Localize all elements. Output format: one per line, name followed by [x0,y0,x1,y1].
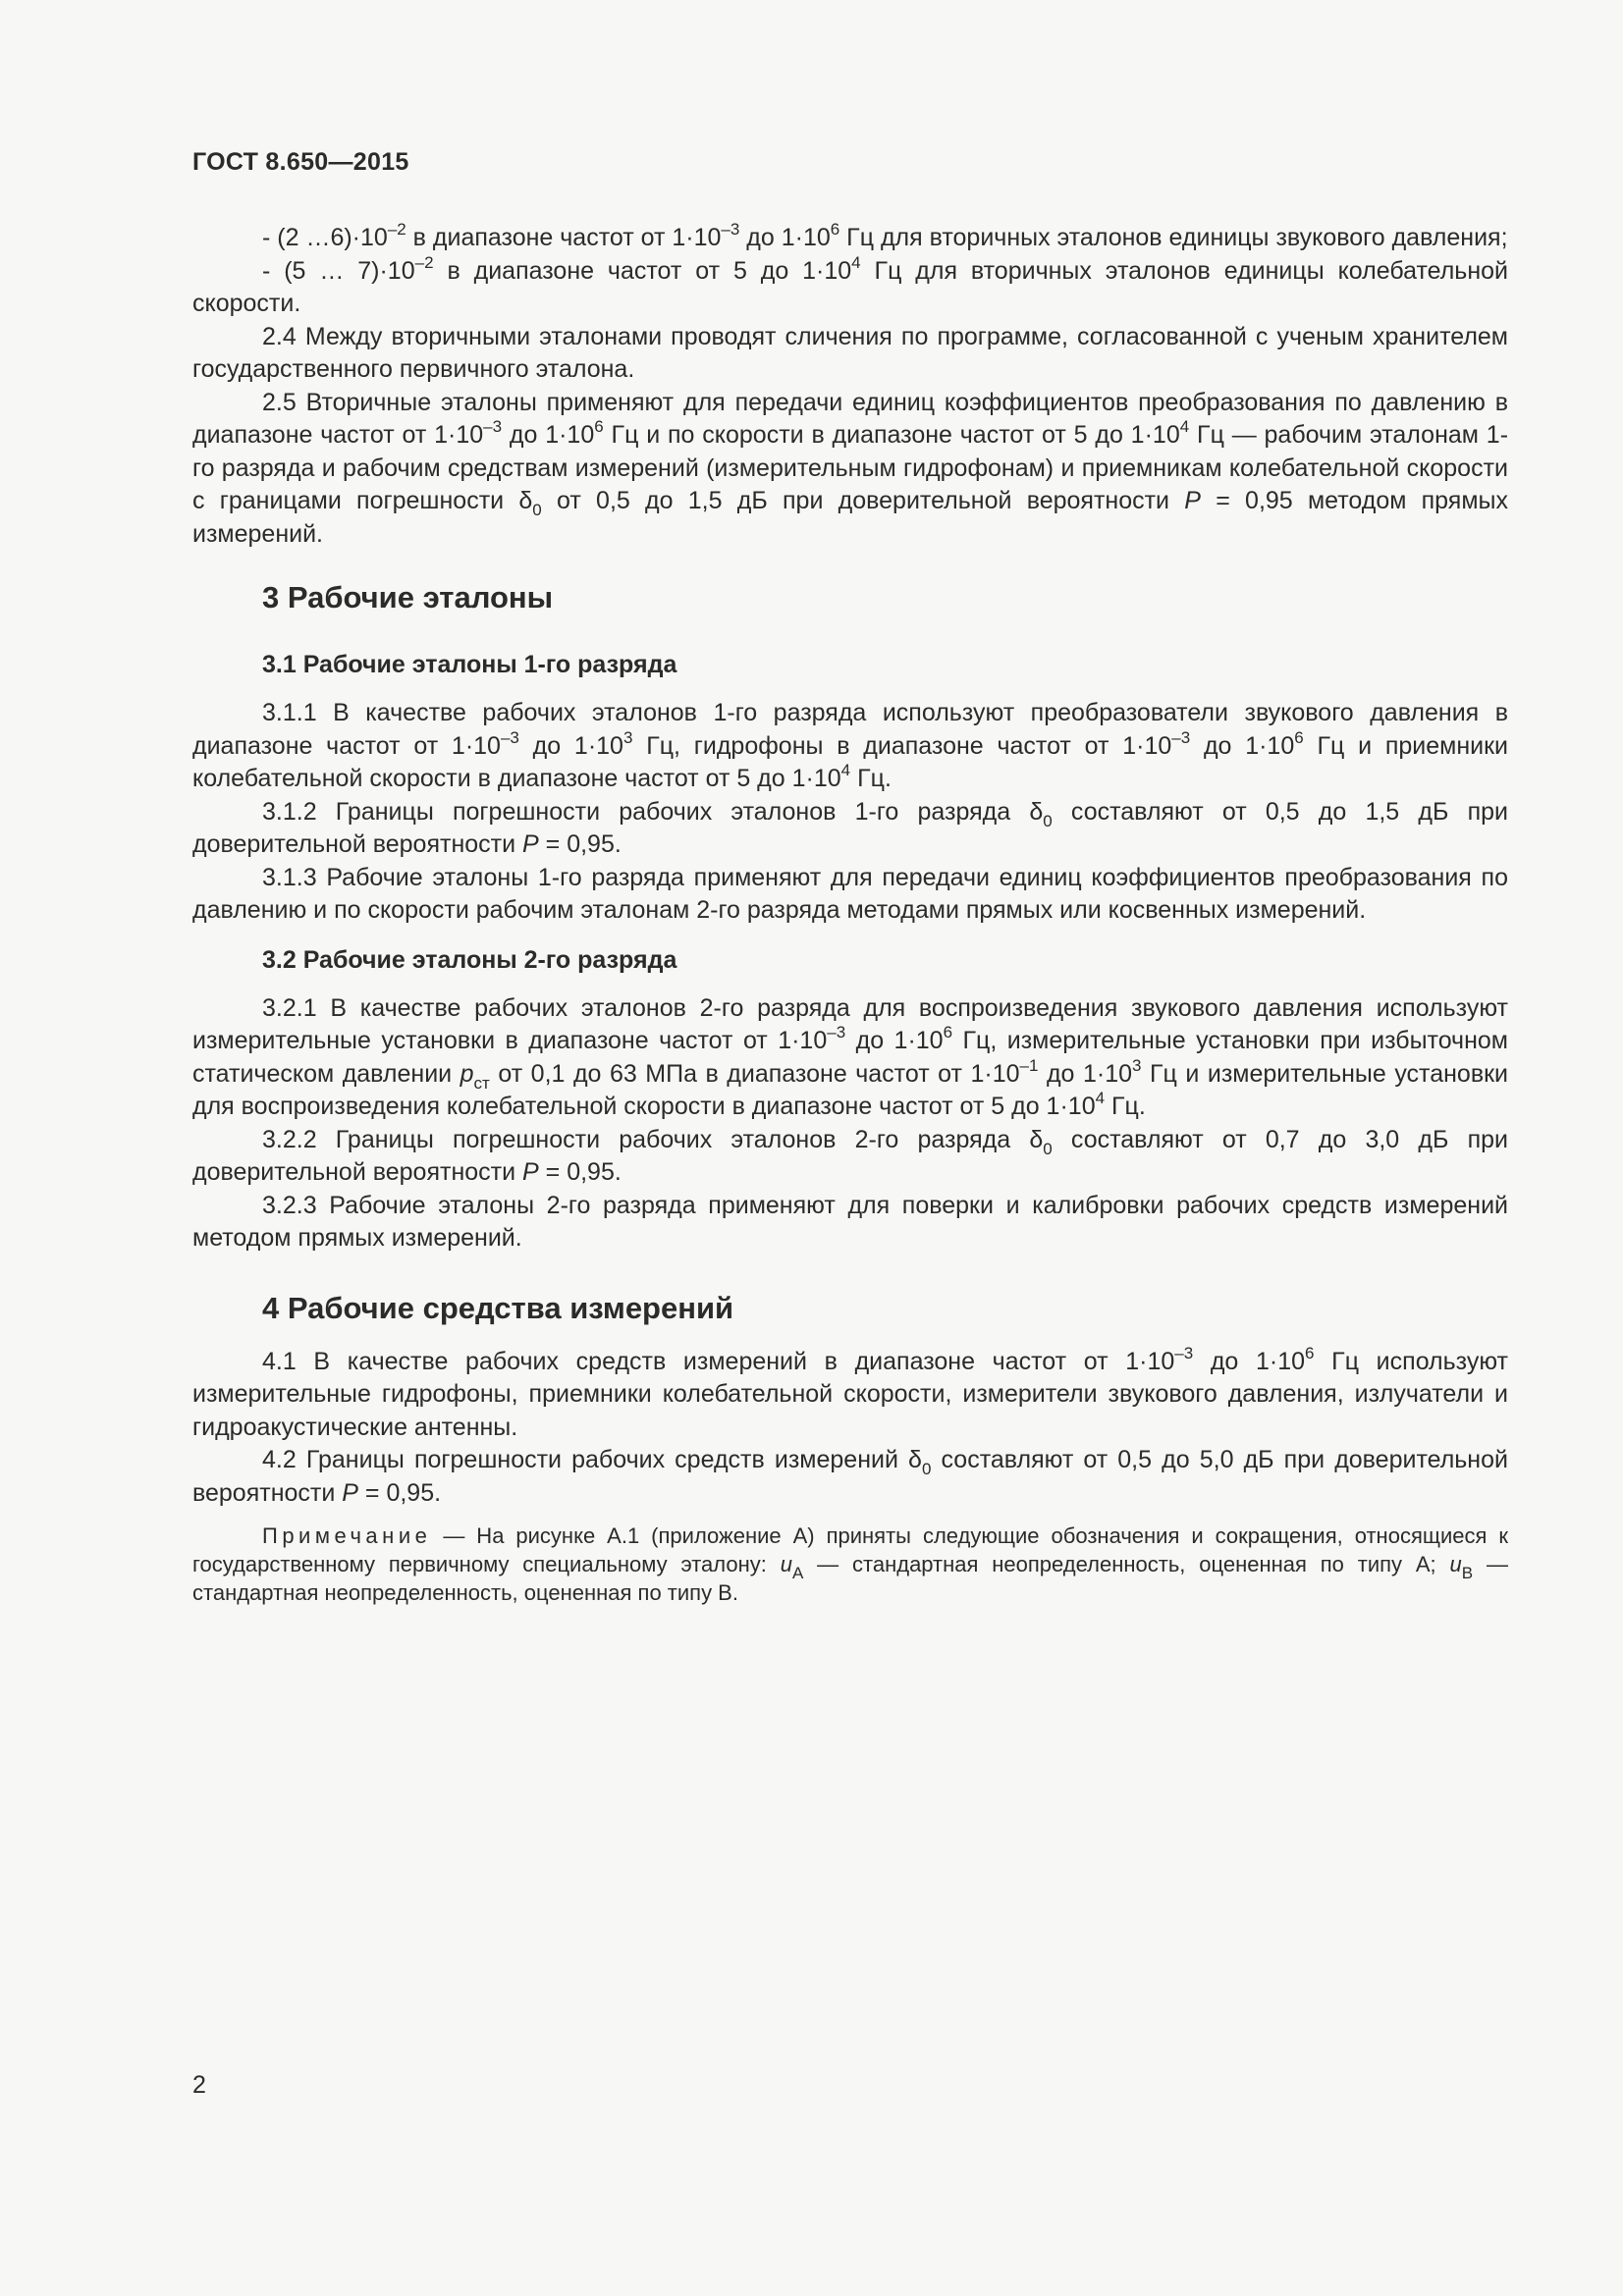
note-paragraph: Примечание — На рисунке А.1 (приложение А) приняты следующие обозначения и сокращения, относящиеся к государственному первичному специальному эталону: $u_A$ — стандартная неопределенность, оцененная по типу А; $u_B$ — стандартная неопределенность, оцененная по типу В. [192,1523,1508,1605]
subsection-heading-3-1: 3.1 Рабочие эталоны 1-го разряда [262,651,677,678]
paragraph-2-4: 2.4 Между вторичными эталонами проводят сличения по программе, согласованной с ученым хранителем государственного первичного эталона. [192,322,1508,383]
paragraph-3-1-2: 3.1.2 Границы погрешности рабочих эталонов 1-го разряда $\delta_0$ составляют от 0,5 до 1,5 дБ при доверительной вероятности P = 0,95. [192,797,1508,858]
paragraph-3-2-2: 3.2.2 Границы погрешности рабочих эталонов 2-го разряда $\delta_0$ составляют от 0,7 до 3,0 дБ при доверительной вероятности P = 0,95. [192,1125,1508,1186]
paragraph-4-2: 4.2 Границы погрешности рабочих средств измерений $\delta_0$ составляют от 0,5 до 5,0 дБ при доверительной вероятности P = 0,95. [192,1446,1508,1507]
document-header: ГОСТ 8.650—2015 [192,148,409,176]
document-body [192,222,1508,1607]
paragraph-3-1-3: 3.1.3 Рабочие эталоны 1-го разряда применяют для передачи единиц коэффициентов преобразования по давлению и по скорости рабочим эталонам 2-го разряда методами прямых или косвенных измерений. [192,863,1508,924]
paragraph-3-1-1: 3.1.1 В качестве рабочих эталонов 1-го разряда используют преобразователи звукового давления в диапазоне частот от $1\cdot 10^{-3}$ до $1\cdot 10^3$ Гц, гидрофоны в диапазоне частот от $1\cdot 10^{-3}$ до $1\cdot 10^6$ Гц и приемники колебательной скорости в диапазоне частот от 5 до $1\cdot 10^4$ Гц. [192,699,1508,792]
note-label: Примечание [262,1523,432,1548]
list-item-sound-pressure: - (2 $\dots 6)\cdot 10^{-2}$ в диапазоне частот от $1\cdot 10^{-3}$ до $1\cdot 10^6$ Гц для вторичных эталонов единицы звукового давления; [262,220,1508,251]
page-number: 2 [192,2071,206,2099]
paragraph-2-5: 2.5 Вторичные эталоны применяют для передачи единиц коэффициентов преобразования по давлению в диапазоне частот от $1\cdot 10^{-3}$ до $1\cdot 10^6$ Гц и по скорости в диапазоне частот от 5 до $1\cdot 10^4$ Гц — рабочим эталонам 1-го разряда и рабочим средствам измерений (измерительным гидрофонам) и приемникам колебательной скорости с границами погрешности $\delta_0$ от 0,5 до 1,5 дБ при доверительной вероятности P = 0,95 методом прямых измерений. [192,388,1509,548]
paragraph-3-2-3: 3.2.3 Рабочие эталоны 2-го разряда применяют для поверки и калибровки рабочих средств измерений методом прямых измерений. [192,1191,1508,1252]
paragraph-4-1: 4.1 В качестве рабочих средств измерений в диапазоне частот от $1\cdot 10^{-3}$ до $1\cdot 10^6$ Гц используют измерительные гидрофоны, приемники колебательной скорости, измерители звукового давления, излучатели и гидроакустические антенны. [192,1343,1508,1441]
section-heading-3: 3 Рабочие эталоны [262,580,554,614]
paragraph-3-2-1: 3.2.1 В качестве рабочих эталонов 2-го разряда для воспроизведения звукового давления используют измерительные установки в диапазоне частот от $1\cdot 10^{-3}$ до $1\cdot 10^6$ Гц, измерительные установки при избыточном статическом давлении $p_{ст}$ от 0,1 до 63 МПа в диапазоне частот от $1\cdot 10^{-1}$ до $1\cdot 10^3$ Гц и измерительные установки для воспроизведения колебательной скорости в диапазоне частот от 5 до $1\cdot 10^4$ Гц. [192,993,1509,1120]
subsection-heading-3-2: 3.2 Рабочие эталоны 2-го разряда [262,945,677,974]
section-heading-4: 4 Рабочие средства измерений [262,1290,734,1325]
list-item-vibration-velocity: - (5 … $7)\cdot 10^{-2}$ в диапазоне частот от 5 до $1\cdot 10^4$ Гц для вторичных эталонов единицы колебательной скорости. [192,252,1508,317]
